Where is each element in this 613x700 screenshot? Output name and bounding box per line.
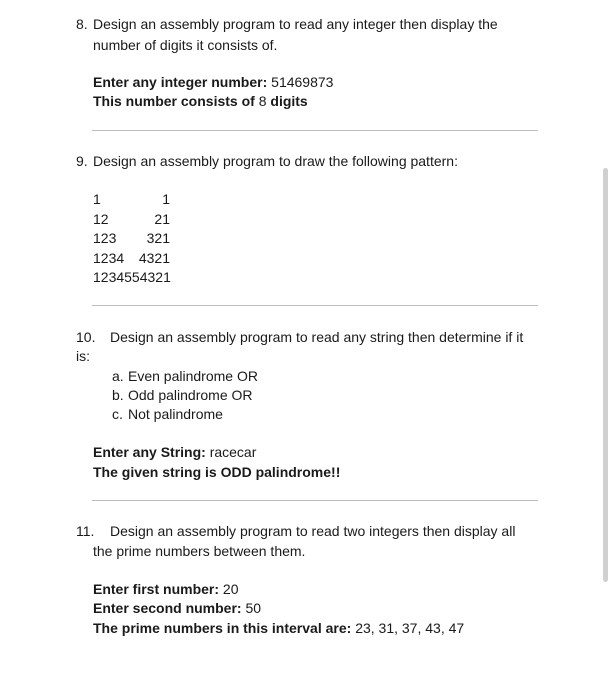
divider (92, 500, 538, 501)
q9-text: Design an assembly program to draw the following pattern: (93, 153, 458, 169)
q10-out1-label: Enter any String: (93, 444, 206, 460)
pattern-left: 12 (93, 211, 109, 227)
q10-text-line2: is: (76, 348, 90, 364)
q10-out1-value: racecar (209, 444, 257, 460)
option-text: Odd palindrome OR (128, 387, 253, 403)
option-marker: a. (112, 368, 124, 384)
q8-number: 8. (76, 16, 88, 32)
option-text: Even palindrome OR (128, 368, 258, 384)
q8-out2-value: 8 (258, 93, 267, 109)
pattern-right: 321 (146, 230, 170, 246)
q8-out2-label: This number consists of (93, 93, 255, 109)
q11-output-line2 (93, 599, 261, 617)
q10-text-line1: Design an assembly program to read any string then determine if it (110, 329, 524, 345)
q11-number: 11. (76, 523, 95, 539)
q11-text-line2: the prime numbers between them. (93, 543, 306, 559)
q11-out1-label: Enter first number: (93, 581, 220, 597)
q10-number: 10. (76, 329, 96, 345)
q11-output-line3 (93, 619, 464, 637)
q9-number: 9. (76, 153, 88, 169)
pattern-left: 1234 (93, 250, 125, 266)
q11-text-line1: Design an assembly program to read two integers then display all (110, 523, 516, 539)
option-marker: c. (112, 406, 123, 422)
q11-out3-value: 23, 31, 37, 43, 47 (355, 620, 465, 636)
q8-out2-suffix: digits (270, 93, 308, 109)
pattern-left: 123 (93, 230, 117, 246)
q11-out2-value: 50 (245, 600, 262, 616)
pattern-left: 1 (93, 191, 101, 207)
q11-out3-label: The prime numbers in this interval are: (93, 620, 352, 636)
option-marker: b. (112, 387, 124, 403)
q11-out1-value: 20 (222, 581, 239, 597)
pattern-left: 1234554321 (93, 269, 171, 285)
option-text: Not palindrome (128, 406, 223, 422)
pattern-right: 21 (154, 211, 170, 227)
q8-out1-label: Enter any integer number: (93, 74, 268, 90)
pattern-right: 1 (162, 191, 170, 207)
q8-output-line1 (93, 73, 333, 91)
q8-out1-value: 51469873 (271, 74, 334, 90)
pattern-right: 4321 (138, 250, 170, 266)
q8-text-line1: Design an assembly program to read any integer then display the (93, 16, 498, 32)
q8-text-line2: number of digits it consists of. (93, 37, 278, 53)
q11-out2-label: Enter second number: (93, 600, 242, 616)
divider (92, 305, 538, 306)
divider (92, 130, 538, 131)
q11-output-line1 (93, 580, 238, 598)
q10-output-line1 (93, 443, 256, 461)
vertical-scrollbar[interactable] (603, 168, 608, 582)
q8-output-line2 (93, 92, 308, 110)
q10-out2-label: The given string is ODD palindrome!! (93, 464, 341, 480)
